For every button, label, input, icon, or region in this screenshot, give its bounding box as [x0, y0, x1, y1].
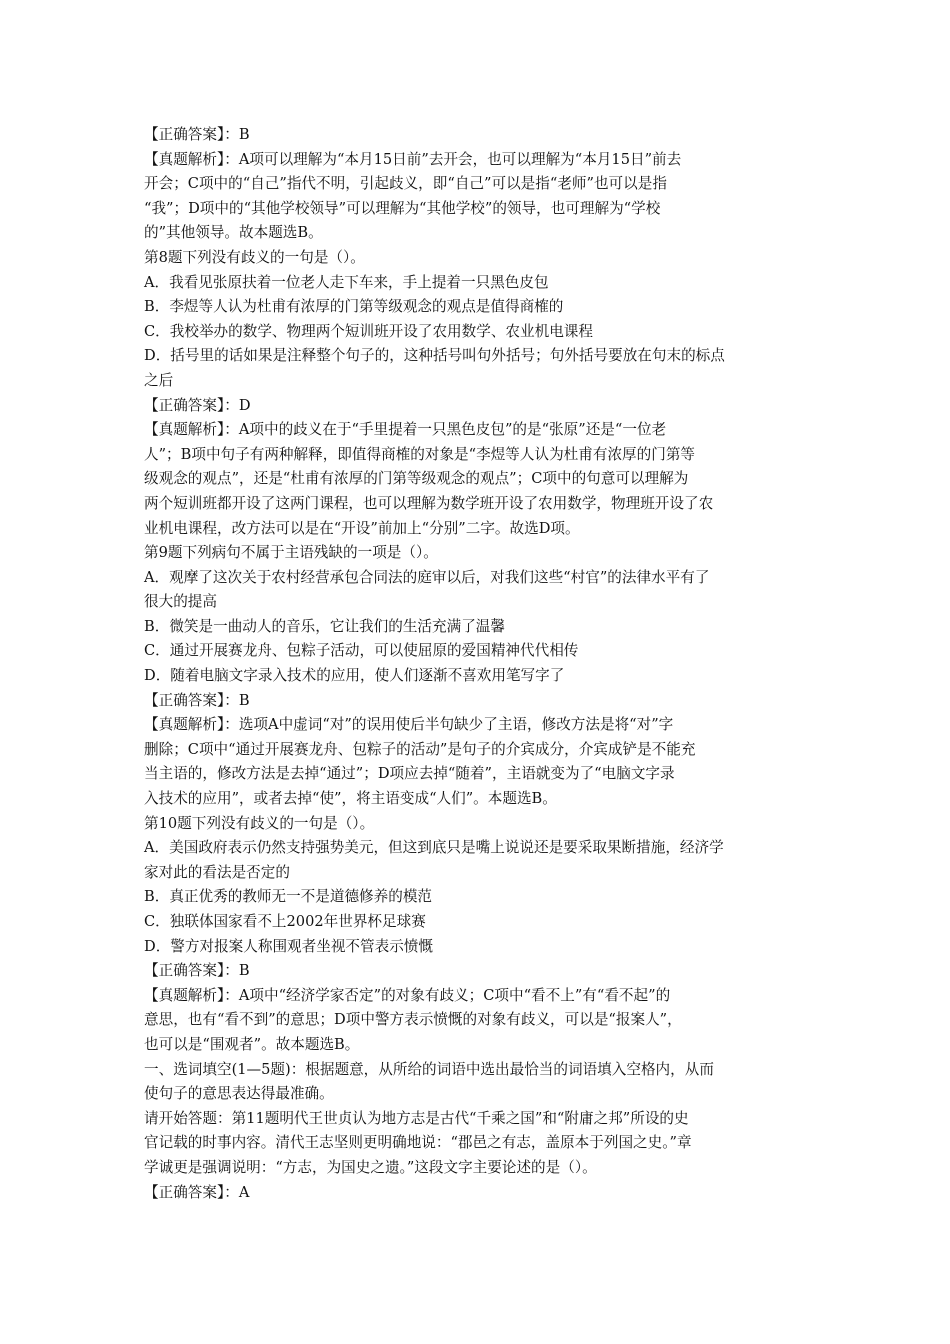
text-line: 之后 — [144, 371, 174, 389]
answer-line: 【正确答案】：D — [144, 396, 251, 414]
question-title: 第8题下列没有歧义的一句是（）。 — [144, 248, 365, 266]
text-line: 【真题解析】：A项可以理解为“本月15日前”去开会，也可以理解为“本月15日”前去 — [144, 150, 682, 168]
answer-line: 【正确答案】：A — [144, 1183, 250, 1201]
text-line: 入技术的应用”，或者去掉“使”，将主语变成“人们”。本题选B。 — [144, 790, 557, 808]
option-line: D．随着电脑文字录入技术的应用，使人们逐渐不喜欢用笔写字了 — [144, 667, 565, 685]
section-heading: 一、选词填空(1—5题)：根据题意，从所给的词语中选出最恰当的词语填入空格内，从而 — [144, 1060, 714, 1078]
text-line: 很大的提高 — [144, 593, 217, 611]
text-line: 【真题解析】：A项中的歧义在于“手里提着一只黑色皮包”的是“张原”还是“一位老 — [144, 421, 667, 439]
option-line: D．警方对报案人称围观者坐视不管表示愤慨 — [144, 937, 433, 955]
text-line: 【真题解析】：A项中“经济学家否定”的对象有歧义；C项中“看不上”有“看不起”的 — [144, 986, 671, 1004]
option-line: C．独联体国家看不上2002年世界杯足球赛 — [144, 913, 426, 930]
text-line: 官记载的时事内容。清代王志坚则更明确地说：“郡邑之有志，盖原本于列国之史。”章 — [144, 1134, 692, 1152]
option-line: C．通过开展赛龙舟、包粽子活动，可以使屈原的爱国精神代代相传 — [144, 642, 579, 660]
text-line: 人”；B项中句子有两种解释，即值得商榷的对象是“李煜等人认为杜甫有浓厚的门第等 — [144, 445, 696, 463]
text-line: 开会；C项中的“自己”指代不明，引起歧义，即“自己”可以是指“老师”也可以是指 — [144, 175, 667, 193]
option-line: A．观摩了这次关于农村经营承包合同法的庭审以后，对我们这些“村官”的法律水平有了 — [144, 568, 710, 586]
question-title: 第9题下列病句不属于主语残缺的一项是（）。 — [144, 544, 438, 562]
text-line: 的”其他领导。故本题选B。 — [144, 224, 323, 242]
text-line: 也可以是“围观者”。故本题选B。 — [144, 1035, 360, 1053]
document-page — [144, 123, 808, 1205]
text-line: 【正确答案】：B — [144, 126, 250, 143]
text-line: 删除；C项中“通过开展赛龙舟、包粽子的活动”是句子的介宾成分，介宾成铲是不能充 — [144, 740, 696, 758]
text-line: 学诚更是强调说明：“方志，为国史之遗。”这段文字主要论述的是（）。 — [144, 1158, 597, 1176]
text-line: 两个短训班都开设了这两门课程，也可以理解为数学班开设了农用数学，物理班开设了农 — [144, 494, 714, 512]
text-line: 【真题解析】：选项A中虚词“对”的误用使后半句缺少了主语，修改方法是将“对”字 — [144, 716, 674, 734]
text-line: 使句子的意思表达得最准确。 — [144, 1085, 334, 1103]
question-title: 第10题下列没有歧义的一句是（）。 — [144, 814, 375, 832]
text-line: 当主语的，修改方法是去掉“通过”；D项应去掉“随着”，主语就变为了“电脑文字录 — [144, 765, 675, 783]
text-line: 家对此的看法是否定的 — [144, 863, 290, 881]
option-line: A．美国政府表示仍然支持强势美元，但这到底只是嘴上说说还是要采取果断措施，经济学 — [144, 839, 724, 857]
answer-line: 【正确答案】：B — [144, 691, 250, 709]
option-line: C．我校举办的数学、物理两个短训班开设了农用数学、农业机电课程 — [144, 322, 593, 340]
text-line: 业机电课程，改方法可以是在“开设”前加上“分别”二字。故选D项。 — [144, 519, 580, 537]
text-line: 级观念的观点”，还是“杜甫有浓厚的门第等级观念的观点”；C项中的句意可以理解为 — [144, 470, 689, 488]
option-line: A．我看见张原扶着一位老人走下车来，手上提着一只黑色皮包 — [144, 273, 549, 291]
option-line: B．真正优秀的教师无一不是道德修养的模范 — [144, 888, 433, 906]
text-line: “我”；D项中的“其他学校领导”可以理解为“其他学校”的领导，也可理解为“学校 — [144, 199, 661, 217]
option-line: D．括号里的话如果是注释整个句子的，这种括号叫句外括号；句外括号要放在句末的标点 — [144, 347, 725, 365]
option-line: B．微笑是一曲动人的音乐，它让我们的生活充满了温馨 — [144, 617, 505, 635]
option-line: B．李煜等人认为杜甫有浓厚的门第等级观念的观点是值得商榷的 — [144, 298, 564, 316]
answer-line: 【正确答案】：B — [144, 962, 250, 980]
text-line: 意思，也有“看不到”的意思；D项中警方表示愤慨的对象有歧义，可以是“报案人”， — [144, 1011, 682, 1029]
question-title: 请开始答题：第11题明代王世贞认为地方志是古代“千乘之国”和“附庸之邦”所设的史 — [144, 1109, 689, 1127]
